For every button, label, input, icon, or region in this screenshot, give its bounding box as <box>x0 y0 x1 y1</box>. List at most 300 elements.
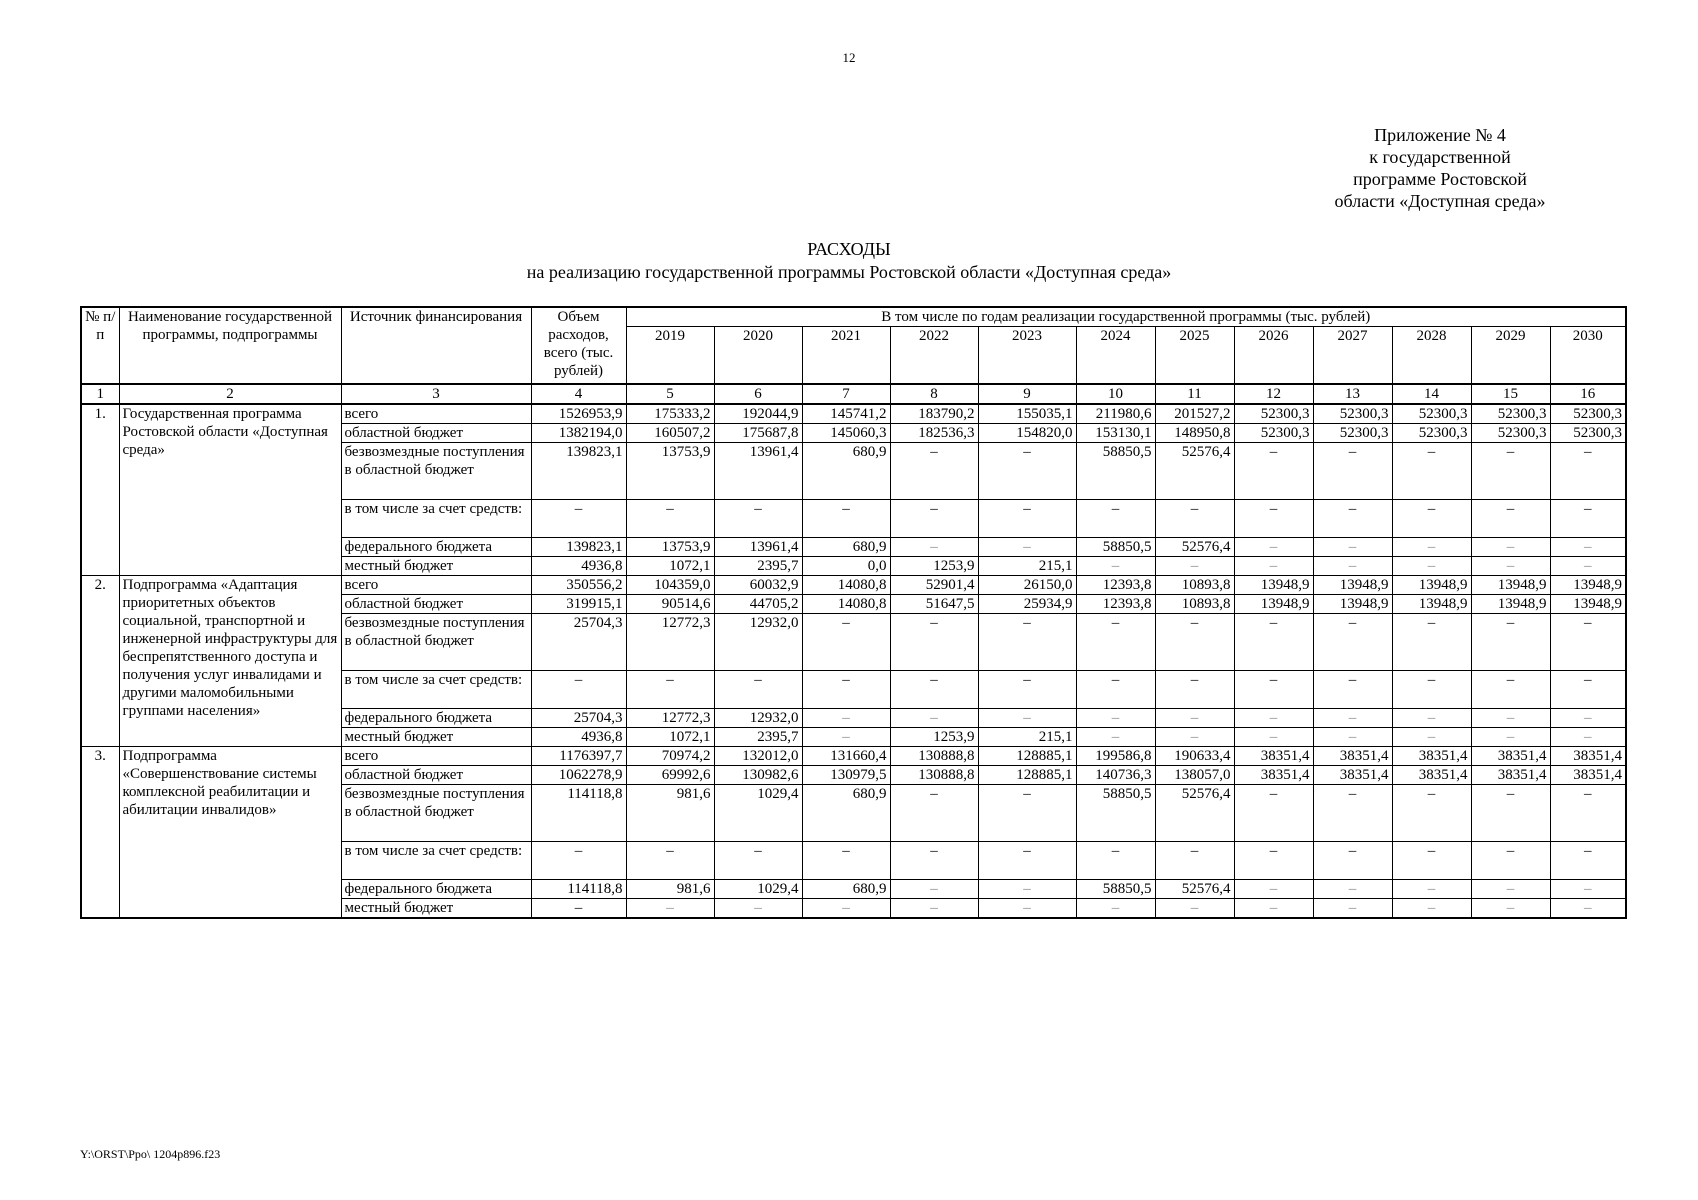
year-value: – <box>890 880 978 899</box>
year-value: – <box>1392 557 1471 576</box>
year-value: 145060,3 <box>802 424 890 443</box>
year-value: 38351,4 <box>1471 747 1550 766</box>
year-value: 215,1 <box>978 728 1076 747</box>
year-value: 52300,3 <box>1313 424 1392 443</box>
header-year: 2019 <box>626 327 714 385</box>
year-value: – <box>890 671 978 709</box>
total-value: 114118,8 <box>531 785 626 842</box>
year-value: 52300,3 <box>1392 404 1471 424</box>
document-subtitle: на реализацию государственной программы Ростовской области «Доступная среда» <box>526 262 1172 282</box>
year-value: 25934,9 <box>978 595 1076 614</box>
funding-source: всего <box>341 747 531 766</box>
column-number: 3 <box>341 384 531 404</box>
column-number: 4 <box>531 384 626 404</box>
year-value: – <box>626 500 714 538</box>
year-value: – <box>626 842 714 880</box>
funding-source: областной бюджет <box>341 424 531 443</box>
year-value: 38351,4 <box>1471 766 1550 785</box>
total-value: 1526953,9 <box>531 404 626 424</box>
year-value: – <box>802 671 890 709</box>
year-value: – <box>1234 709 1313 728</box>
year-value: – <box>1392 443 1471 500</box>
funding-source: в том числе за счет средств: <box>341 671 531 709</box>
year-value: – <box>1471 842 1550 880</box>
year-value: – <box>802 709 890 728</box>
header-year: 2027 <box>1313 327 1392 385</box>
column-number: 13 <box>1313 384 1392 404</box>
year-value: 52300,3 <box>1471 404 1550 424</box>
column-number: 6 <box>714 384 802 404</box>
year-value: – <box>1550 880 1626 899</box>
year-value: – <box>1155 557 1234 576</box>
year-value: 13948,9 <box>1234 576 1313 595</box>
year-value: 52300,3 <box>1234 404 1313 424</box>
year-value: – <box>1550 671 1626 709</box>
total-value: 350556,2 <box>531 576 626 595</box>
year-value: – <box>1076 671 1155 709</box>
year-value: 58850,5 <box>1076 880 1155 899</box>
year-value: – <box>1550 728 1626 747</box>
total-value: 1176397,7 <box>531 747 626 766</box>
year-value: – <box>1471 614 1550 671</box>
table-row <box>81 576 1626 595</box>
year-value: – <box>1076 500 1155 538</box>
year-value: – <box>1471 880 1550 899</box>
year-value: – <box>1234 443 1313 500</box>
header-year: 2020 <box>714 327 802 385</box>
year-value: – <box>1313 880 1392 899</box>
year-value: 13948,9 <box>1392 595 1471 614</box>
column-number: 9 <box>978 384 1076 404</box>
year-value: – <box>890 785 978 842</box>
year-value: 38351,4 <box>1234 747 1313 766</box>
total-value: 25704,3 <box>531 614 626 671</box>
year-value: 13948,9 <box>1313 595 1392 614</box>
year-value: 130888,8 <box>890 747 978 766</box>
year-value: 12393,8 <box>1076 595 1155 614</box>
year-value: – <box>1155 842 1234 880</box>
year-value: 14080,8 <box>802 595 890 614</box>
year-value: – <box>1155 500 1234 538</box>
year-value: – <box>1550 709 1626 728</box>
year-value: – <box>1234 728 1313 747</box>
column-number: 2 <box>119 384 341 404</box>
year-value: – <box>802 842 890 880</box>
total-value: 139823,1 <box>531 538 626 557</box>
year-value: 680,9 <box>802 785 890 842</box>
year-value: 51647,5 <box>890 595 978 614</box>
year-value: – <box>978 671 1076 709</box>
year-value: – <box>1392 614 1471 671</box>
file-path-footer: Y:\ORST\Ppo\ 1204p896.f23 <box>80 1147 221 1161</box>
header-year: 2029 <box>1471 327 1550 385</box>
year-value: 981,6 <box>626 785 714 842</box>
year-value: 38351,4 <box>1313 747 1392 766</box>
program-name: Государственная программа Ростовской области «Доступная среда» <box>119 404 341 576</box>
year-value: – <box>978 785 1076 842</box>
total-value: – <box>531 671 626 709</box>
year-value: – <box>1155 709 1234 728</box>
year-value: – <box>1471 538 1550 557</box>
year-value: – <box>978 880 1076 899</box>
year-value: – <box>1155 728 1234 747</box>
year-value: 52300,3 <box>1550 404 1626 424</box>
year-value: 70974,2 <box>626 747 714 766</box>
appendix-line: области «Доступная среда» <box>1334 191 1546 211</box>
funding-source: в том числе за счет средств: <box>341 500 531 538</box>
year-value: – <box>978 614 1076 671</box>
year-value: 58850,5 <box>1076 785 1155 842</box>
year-value: – <box>1392 500 1471 538</box>
year-value: 183790,2 <box>890 404 978 424</box>
appendix-line: к государственной <box>1369 147 1511 167</box>
year-value: – <box>890 614 978 671</box>
year-value: – <box>1550 443 1626 500</box>
year-value: – <box>1234 557 1313 576</box>
year-value: – <box>1392 880 1471 899</box>
header-year: 2022 <box>890 327 978 385</box>
year-value: 52300,3 <box>1392 424 1471 443</box>
year-value: – <box>890 899 978 919</box>
year-value: – <box>714 671 802 709</box>
year-value: 69992,6 <box>626 766 714 785</box>
year-value: 130982,6 <box>714 766 802 785</box>
year-value: 14080,8 <box>802 576 890 595</box>
year-value: 58850,5 <box>1076 538 1155 557</box>
year-value: – <box>978 709 1076 728</box>
document-title: РАСХОДЫ <box>807 239 891 259</box>
column-number: 12 <box>1234 384 1313 404</box>
year-value: – <box>1313 614 1392 671</box>
year-value: – <box>1313 785 1392 842</box>
year-value: 13948,9 <box>1471 595 1550 614</box>
year-value: – <box>978 842 1076 880</box>
year-value: – <box>802 614 890 671</box>
year-value: – <box>1076 557 1155 576</box>
header-year: 2024 <box>1076 327 1155 385</box>
year-value: 199586,8 <box>1076 747 1155 766</box>
column-number: 15 <box>1471 384 1550 404</box>
year-value: 1029,4 <box>714 785 802 842</box>
year-value: 1072,1 <box>626 728 714 747</box>
year-value: – <box>1550 785 1626 842</box>
total-value: 25704,3 <box>531 709 626 728</box>
year-value: 154820,0 <box>978 424 1076 443</box>
year-value: – <box>1392 538 1471 557</box>
year-value: – <box>1313 557 1392 576</box>
year-value: – <box>1471 500 1550 538</box>
year-value: 52300,3 <box>1471 424 1550 443</box>
year-value: 38351,4 <box>1550 766 1626 785</box>
year-value: – <box>1471 443 1550 500</box>
year-value: 981,6 <box>626 880 714 899</box>
year-value: – <box>1155 899 1234 919</box>
year-value: 52576,4 <box>1155 880 1234 899</box>
year-value: 13948,9 <box>1234 595 1313 614</box>
year-value: 13961,4 <box>714 443 802 500</box>
year-value: 130979,5 <box>802 766 890 785</box>
expenses-body <box>81 404 1626 918</box>
year-value: – <box>1550 899 1626 919</box>
total-value: 139823,1 <box>531 443 626 500</box>
header-year: 2025 <box>1155 327 1234 385</box>
year-value: 132012,0 <box>714 747 802 766</box>
year-value: 1072,1 <box>626 557 714 576</box>
year-value: – <box>1392 709 1471 728</box>
year-value: – <box>1550 500 1626 538</box>
year-value: – <box>1392 728 1471 747</box>
total-value: 319915,1 <box>531 595 626 614</box>
year-value: 90514,6 <box>626 595 714 614</box>
year-value: 155035,1 <box>978 404 1076 424</box>
year-value: 1029,4 <box>714 880 802 899</box>
year-value: – <box>890 500 978 538</box>
appendix-line: программе Ростовской <box>1353 169 1527 189</box>
total-value: 4936,8 <box>531 557 626 576</box>
year-value: 1253,9 <box>890 728 978 747</box>
appendix-line: Приложение № 4 <box>1374 125 1506 145</box>
year-value: 153130,1 <box>1076 424 1155 443</box>
year-value: – <box>1392 899 1471 919</box>
funding-source: безвозмездные поступления в областной бюджет <box>341 785 531 842</box>
year-value: 52576,4 <box>1155 538 1234 557</box>
header-total: Объем расходов, всего (тыс. рублей) <box>531 307 626 384</box>
year-value: 12393,8 <box>1076 576 1155 595</box>
year-value: 128885,1 <box>978 766 1076 785</box>
header-years-group: В том числе по годам реализации государственной программы (тыс. рублей) <box>626 307 1626 327</box>
column-number: 10 <box>1076 384 1155 404</box>
year-value: 128885,1 <box>978 747 1076 766</box>
year-value: 680,9 <box>802 538 890 557</box>
year-value: – <box>890 709 978 728</box>
year-value: – <box>802 500 890 538</box>
funding-source: федерального бюджета <box>341 709 531 728</box>
year-value: 211980,6 <box>1076 404 1155 424</box>
section-number: 3. <box>81 747 119 919</box>
year-value: 2395,7 <box>714 557 802 576</box>
total-value: 114118,8 <box>531 880 626 899</box>
year-value: 13948,9 <box>1392 576 1471 595</box>
year-value: – <box>1313 538 1392 557</box>
year-value: 10893,8 <box>1155 595 1234 614</box>
year-value: 12772,3 <box>626 614 714 671</box>
column-number: 8 <box>890 384 978 404</box>
year-value: – <box>1076 709 1155 728</box>
year-value: – <box>1234 880 1313 899</box>
year-value: – <box>1234 500 1313 538</box>
year-value: – <box>1313 443 1392 500</box>
header-source: Источник финансирования <box>341 307 531 384</box>
year-value: 52300,3 <box>1234 424 1313 443</box>
total-value: – <box>531 899 626 919</box>
year-value: – <box>1392 785 1471 842</box>
page-number: 12 <box>842 50 856 65</box>
year-value: 52300,3 <box>1313 404 1392 424</box>
year-value: – <box>1234 538 1313 557</box>
appendix-note <box>1290 124 1590 212</box>
program-name: Подпрограмма «Совершенствование системы комплексной реабилитации и абилитации инвалидов» <box>119 747 341 919</box>
year-value: – <box>1471 709 1550 728</box>
table-row <box>81 747 1626 766</box>
year-value: 215,1 <box>978 557 1076 576</box>
year-value: – <box>626 671 714 709</box>
year-value: – <box>1550 842 1626 880</box>
column-number: 14 <box>1392 384 1471 404</box>
funding-source: местный бюджет <box>341 899 531 919</box>
header-name: Наименование государственной программы, подпрограммы <box>119 307 341 384</box>
funding-source: федерального бюджета <box>341 880 531 899</box>
year-value: – <box>714 899 802 919</box>
year-value: – <box>1471 899 1550 919</box>
year-value: 38351,4 <box>1392 766 1471 785</box>
year-value: – <box>1471 785 1550 842</box>
section-number: 1. <box>81 404 119 576</box>
header-year: 2030 <box>1550 327 1626 385</box>
year-value: 13948,9 <box>1550 595 1626 614</box>
year-value: 175333,2 <box>626 404 714 424</box>
column-number: 5 <box>626 384 714 404</box>
header-year: 2021 <box>802 327 890 385</box>
year-value: 26150,0 <box>978 576 1076 595</box>
year-value: – <box>1550 538 1626 557</box>
year-value: 138057,0 <box>1155 766 1234 785</box>
year-value: – <box>1550 557 1626 576</box>
column-number: 11 <box>1155 384 1234 404</box>
header-num: № п/п <box>81 307 119 384</box>
total-value: 1062278,9 <box>531 766 626 785</box>
year-value: 52901,4 <box>890 576 978 595</box>
year-value: – <box>1234 671 1313 709</box>
year-value: 192044,9 <box>714 404 802 424</box>
year-value: – <box>1392 671 1471 709</box>
year-value: 201527,2 <box>1155 404 1234 424</box>
total-value: 4936,8 <box>531 728 626 747</box>
funding-source: всего <box>341 576 531 595</box>
funding-source: безвозмездные поступления в областной бюджет <box>341 614 531 671</box>
year-value: 680,9 <box>802 443 890 500</box>
year-value: 145741,2 <box>802 404 890 424</box>
header-year: 2023 <box>978 327 1076 385</box>
year-value: 52576,4 <box>1155 785 1234 842</box>
header-year: 2028 <box>1392 327 1471 385</box>
total-value: – <box>531 842 626 880</box>
column-number: 7 <box>802 384 890 404</box>
year-value: – <box>1076 842 1155 880</box>
year-value: 38351,4 <box>1550 747 1626 766</box>
year-value: – <box>1076 614 1155 671</box>
year-value: 13961,4 <box>714 538 802 557</box>
funding-source: местный бюджет <box>341 557 531 576</box>
year-value: – <box>1234 899 1313 919</box>
funding-source: местный бюджет <box>341 728 531 747</box>
year-value: – <box>1313 671 1392 709</box>
funding-source: в том числе за счет средств: <box>341 842 531 880</box>
year-value: – <box>714 842 802 880</box>
year-value: – <box>1313 500 1392 538</box>
year-value: – <box>802 728 890 747</box>
funding-source: областной бюджет <box>341 766 531 785</box>
year-value: – <box>1313 899 1392 919</box>
year-value: 182536,3 <box>890 424 978 443</box>
year-value: 38351,4 <box>1313 766 1392 785</box>
year-value: – <box>1234 842 1313 880</box>
year-value: 13948,9 <box>1471 576 1550 595</box>
year-value: – <box>1076 899 1155 919</box>
year-value: – <box>978 899 1076 919</box>
year-value: 13753,9 <box>626 538 714 557</box>
year-value: – <box>890 443 978 500</box>
year-value: – <box>1155 671 1234 709</box>
year-value: 12932,0 <box>714 614 802 671</box>
funding-source: всего <box>341 404 531 424</box>
year-value: – <box>626 899 714 919</box>
year-value: – <box>1471 728 1550 747</box>
year-value: – <box>1155 614 1234 671</box>
funding-source: федерального бюджета <box>341 538 531 557</box>
year-value: 175687,8 <box>714 424 802 443</box>
section-number: 2. <box>81 576 119 747</box>
year-value: – <box>802 899 890 919</box>
year-value: 130888,8 <box>890 766 978 785</box>
year-value: 131660,4 <box>802 747 890 766</box>
year-value: 190633,4 <box>1155 747 1234 766</box>
year-value: 12772,3 <box>626 709 714 728</box>
year-value: 38351,4 <box>1234 766 1313 785</box>
year-value: – <box>1313 842 1392 880</box>
year-value: 13948,9 <box>1313 576 1392 595</box>
year-value: – <box>1234 614 1313 671</box>
funding-source: областной бюджет <box>341 595 531 614</box>
year-value: – <box>714 500 802 538</box>
year-value: – <box>1313 709 1392 728</box>
year-value: 10893,8 <box>1155 576 1234 595</box>
year-value: 148950,8 <box>1155 424 1234 443</box>
year-value: – <box>1550 614 1626 671</box>
program-name: Подпрограмма «Адаптация приоритетных объектов социальной, транспортной и инженерной инфраструктуры для беспрепятственного доступа и получения услуг инвалидами и другими маломобильными группами населения» <box>119 576 341 747</box>
year-value: 2395,7 <box>714 728 802 747</box>
expenses-table <box>80 306 1627 919</box>
total-value: – <box>531 500 626 538</box>
year-value: 13948,9 <box>1550 576 1626 595</box>
year-value: 0,0 <box>802 557 890 576</box>
year-value: 104359,0 <box>626 576 714 595</box>
year-value: 140736,3 <box>1076 766 1155 785</box>
year-value: 58850,5 <box>1076 443 1155 500</box>
year-value: 52576,4 <box>1155 443 1234 500</box>
year-value: 38351,4 <box>1392 747 1471 766</box>
year-value: – <box>1234 785 1313 842</box>
year-value: – <box>1471 557 1550 576</box>
column-number: 1 <box>81 384 119 404</box>
year-value: – <box>978 500 1076 538</box>
year-value: – <box>890 538 978 557</box>
column-number: 16 <box>1550 384 1626 404</box>
table-row <box>81 404 1626 424</box>
year-value: – <box>978 443 1076 500</box>
total-value: 1382194,0 <box>531 424 626 443</box>
year-value: – <box>1076 728 1155 747</box>
year-value: – <box>978 538 1076 557</box>
year-value: 1253,9 <box>890 557 978 576</box>
year-value: – <box>1313 728 1392 747</box>
year-value: 52300,3 <box>1550 424 1626 443</box>
funding-source: безвозмездные поступления в областной бюджет <box>341 443 531 500</box>
year-value: – <box>1471 671 1550 709</box>
year-value: 680,9 <box>802 880 890 899</box>
year-value: 60032,9 <box>714 576 802 595</box>
year-value: 12932,0 <box>714 709 802 728</box>
year-value: – <box>1392 842 1471 880</box>
